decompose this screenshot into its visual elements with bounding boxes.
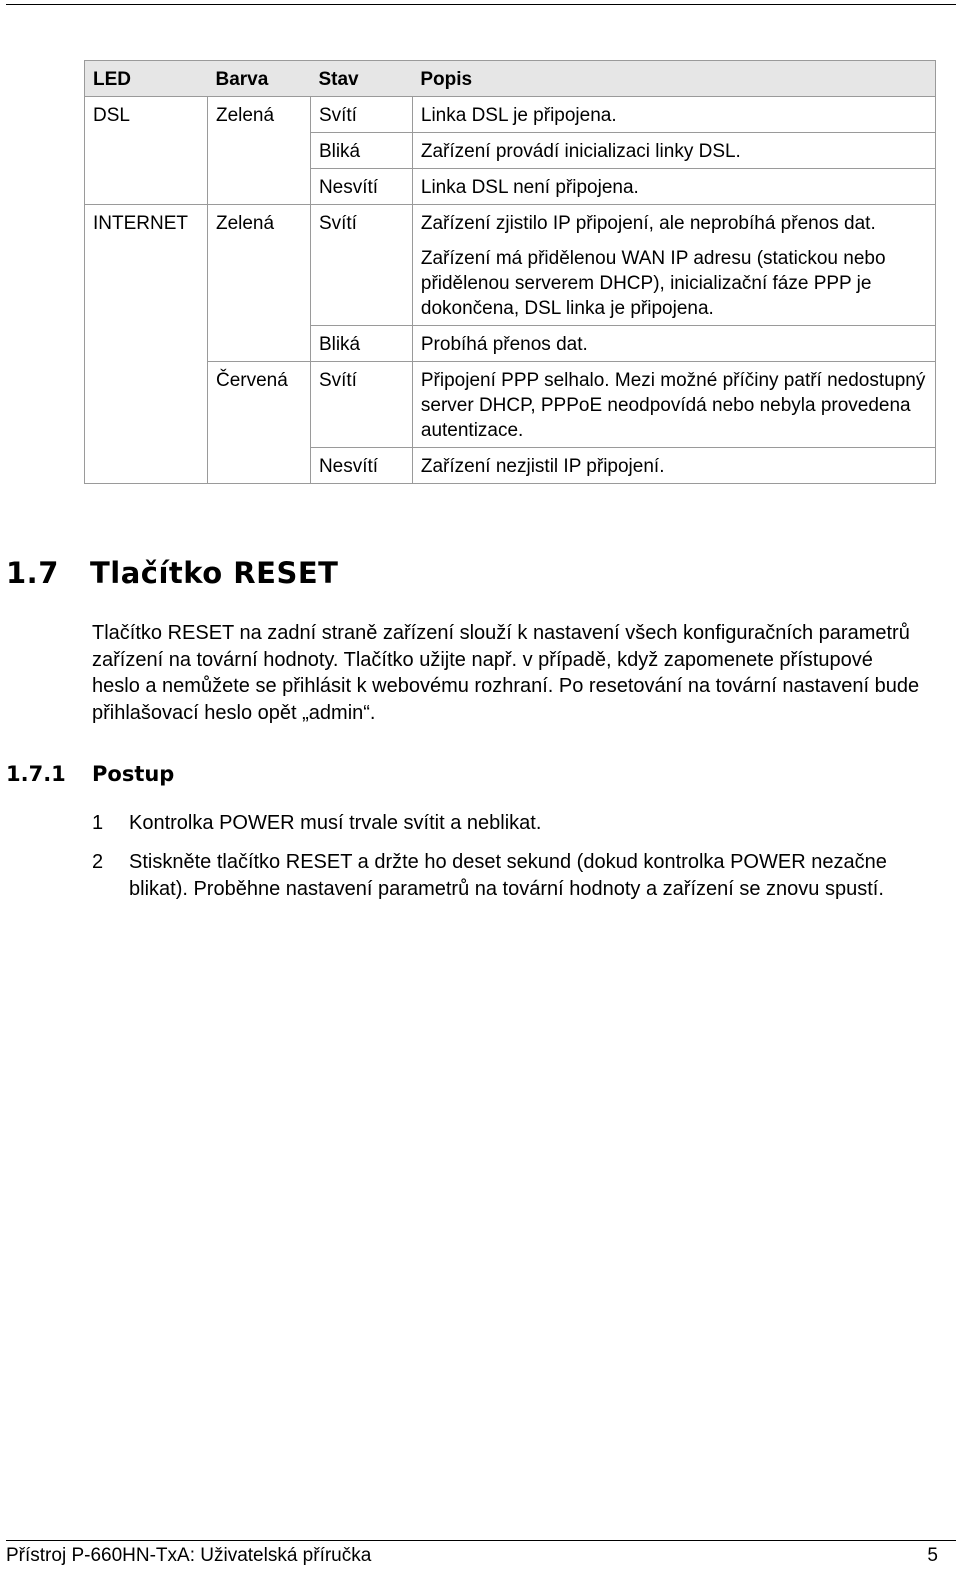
step-text-part: POWER — [219, 812, 295, 834]
step-text-part: a držte ho deset sekund (dokud kontrolka — [352, 851, 731, 873]
table-row — [85, 133, 936, 169]
step-item — [92, 810, 942, 837]
step-text — [129, 849, 942, 902]
cell-barva — [207, 240, 310, 326]
step-text-part: nezačne blikat). Proběhne nastavení parametrů na tovární hodnoty a zařízení se znovu spustí. — [129, 851, 887, 900]
cell-popis: Zařízení provádí inicializaci linky DSL. — [412, 133, 935, 169]
cell-led: INTERNET — [85, 205, 208, 241]
subsection-number: 1.7.1 — [6, 762, 66, 786]
cell-popis: Probíhá přenos dat. — [412, 326, 935, 362]
step-text-part: Kontrolka — [129, 812, 220, 834]
cell-led — [85, 133, 208, 169]
top-rule — [6, 4, 956, 5]
cell-popis: Zařízení nezjistil IP připojení. — [412, 448, 935, 484]
step-text-part: Stiskněte tlačítko — [129, 851, 286, 873]
cell-led — [85, 448, 208, 484]
cell-popis: Připojení PPP selhalo. Mezi možné příčiny patří nedostupný server DHCP, PPPoE neodpovídá nebo nebyla provedena autentizace. — [412, 362, 935, 448]
cell-stav: Svítí — [310, 362, 412, 448]
cell-stav: Nesvítí — [310, 448, 412, 484]
footer-rule — [6, 1540, 956, 1541]
step-text-part: musí trvale svítit a neblikat. — [294, 812, 542, 834]
cell-barva — [207, 133, 310, 169]
cell-barva — [207, 169, 310, 205]
header-led: LED — [85, 61, 208, 97]
section-number: 1.7 — [6, 556, 59, 590]
table-row — [85, 240, 936, 326]
cell-stav: Svítí — [310, 97, 412, 133]
cell-led: DSL — [85, 97, 208, 133]
cell-stav: Bliká — [310, 326, 412, 362]
section-title: Tlačítko RESET — [90, 556, 339, 590]
cell-stav: Nesvítí — [310, 169, 412, 205]
cell-led — [85, 169, 208, 205]
cell-popis: Zařízení má přidělenou WAN IP adresu (statickou nebo přidělenou serverem DHCP), inicializační fáze PPP je dokončena, DSL linka je připojena. — [412, 240, 935, 326]
cell-led — [85, 362, 208, 448]
cell-stav: Svítí — [310, 205, 412, 241]
cell-popis: Linka DSL je připojena. — [412, 97, 935, 133]
step-text-part: POWER — [730, 851, 806, 873]
table-row — [85, 326, 936, 362]
subsection-heading — [6, 762, 174, 786]
cell-stav: Bliká — [310, 133, 412, 169]
cell-barva — [207, 326, 310, 362]
cell-barva: Červená — [207, 362, 310, 448]
table-row — [85, 205, 936, 241]
cell-barva — [207, 448, 310, 484]
step-text — [129, 810, 942, 837]
table-row — [85, 169, 936, 205]
section-paragraph: Tlačítko RESET na zadní straně zařízení slouží k nastavení všech konfiguračních parametrů zařízení na tovární hodnoty. Tlačítko užijte např. v případě, když zapomenete přístupové heslo a nemůžete se přihlásit k webovému rozhraní. Po resetování na tovární nastavení bude přihlašovací heslo opět „admin“. — [92, 622, 920, 724]
header-barva: Barva — [207, 61, 310, 97]
cell-popis: Zařízení zjistilo IP připojení, ale neprobíhá přenos dat. — [412, 205, 935, 241]
table-row — [85, 362, 936, 448]
step-number: 1 — [92, 812, 104, 834]
footer-title: Přístroj P-660HN-TxA: Uživatelská příručka — [6, 1545, 372, 1566]
table-header-row — [85, 61, 936, 97]
table-row — [85, 448, 936, 484]
step-item — [92, 849, 942, 902]
section-heading — [6, 556, 338, 590]
cell-barva: Zelená — [207, 205, 310, 241]
subsection-title: Postup — [92, 762, 175, 786]
header-popis: Popis — [412, 61, 935, 97]
cell-stav — [310, 240, 412, 326]
step-text-part: RESET — [285, 851, 353, 873]
step-number: 2 — [92, 851, 104, 873]
cell-led — [85, 326, 208, 362]
cell-popis: Linka DSL není připojena. — [412, 169, 935, 205]
table-row — [85, 97, 936, 133]
led-status-table — [84, 60, 936, 484]
cell-barva: Zelená — [207, 97, 310, 133]
header-stav: Stav — [310, 61, 412, 97]
page-number: 5 — [927, 1545, 938, 1566]
cell-led — [85, 240, 208, 326]
